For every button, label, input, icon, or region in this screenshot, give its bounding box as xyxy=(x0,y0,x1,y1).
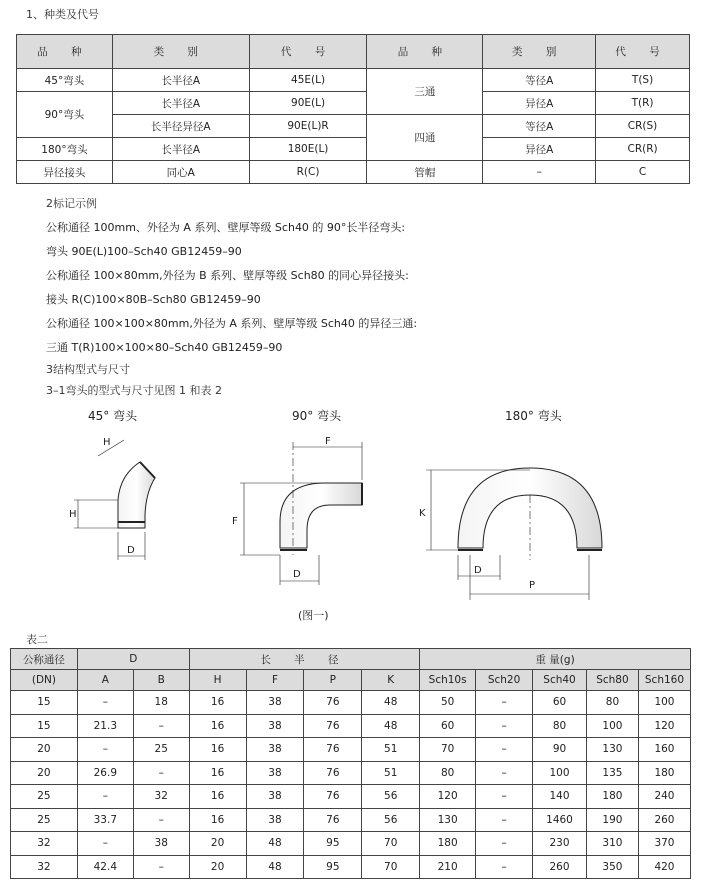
table-cell: 76 xyxy=(304,714,362,738)
table-cell: 48 xyxy=(362,714,420,738)
table-cell: 45E(L) xyxy=(249,69,367,92)
table-cell: 等径A xyxy=(483,69,596,92)
table-cell: 26.9 xyxy=(77,761,133,785)
table-cell: 76 xyxy=(304,808,362,832)
table-cell: 260 xyxy=(533,855,587,879)
section3-title: 3结构型式与尺寸 xyxy=(46,363,130,376)
table-cell: – xyxy=(476,855,533,879)
table-cell: 230 xyxy=(533,832,587,856)
elbow-90-label: 90° 弯头 xyxy=(292,409,342,423)
dim-d-45: D xyxy=(127,545,135,556)
example-line: 接头 R(C)100×80B–Sch80 GB12459–90 xyxy=(46,293,261,306)
table-cell: C xyxy=(596,161,690,184)
example-line: 公称通径 100×100×80mm,外径为 A 系列、壁厚等级 Sch40 的异径三通: xyxy=(46,317,418,330)
table-cell: 90E(L) xyxy=(249,92,367,115)
table-cell: 76 xyxy=(304,761,362,785)
dim-d-180: D xyxy=(474,565,482,576)
table-cell: – xyxy=(476,785,533,809)
section2-title: 2标记示例 xyxy=(46,197,97,210)
table2-title: 表二 xyxy=(26,633,48,646)
table-cell: 异径接头 xyxy=(17,161,113,184)
table-cell: 45°弯头 xyxy=(17,69,113,92)
table-cell: 70 xyxy=(362,832,420,856)
table-cell: 四通 xyxy=(367,115,483,161)
elbow-90-drawing xyxy=(240,442,362,585)
example-line: 公称通径 100×80mm,外径为 B 系列、壁厚等级 Sch80 的同心异径接头: xyxy=(46,269,409,282)
table-cell: – xyxy=(133,855,189,879)
table-cell: 160 xyxy=(638,738,690,762)
header-cell: F xyxy=(246,670,304,691)
section3-subtitle: 3–1弯头的型式与尺寸见图 1 和表 2 xyxy=(46,384,222,397)
table-cell: – xyxy=(476,832,533,856)
table-cell: 70 xyxy=(362,855,420,879)
table-cell: 310 xyxy=(586,832,638,856)
table-cell: 15 xyxy=(11,691,78,715)
table-cell: CR(R) xyxy=(596,138,690,161)
table-cell: 51 xyxy=(362,738,420,762)
table-cell: 38 xyxy=(246,785,304,809)
table-cell: 20 xyxy=(11,761,78,785)
table-cell: 140 xyxy=(533,785,587,809)
table-cell: 76 xyxy=(304,691,362,715)
table-cell: 130 xyxy=(420,808,476,832)
table-cell: 90E(L)R xyxy=(249,115,367,138)
table-cell: 15 xyxy=(11,714,78,738)
section1-title: 1、种类及代号 xyxy=(26,8,99,21)
table-cell: 1460 xyxy=(533,808,587,832)
table-cell: 16 xyxy=(189,714,246,738)
table-cell: 16 xyxy=(189,761,246,785)
table-cell: – xyxy=(476,714,533,738)
table-row xyxy=(11,691,691,715)
table-cell: 100 xyxy=(638,691,690,715)
elbow-45-label: 45° 弯头 xyxy=(88,409,138,423)
table-cell: 260 xyxy=(638,808,690,832)
table-cell: 80 xyxy=(586,691,638,715)
table-cell: – xyxy=(77,832,133,856)
table-cell: 三通 xyxy=(367,69,483,115)
example-line: 公称通径 100mm、外径为 A 系列、壁厚等级 Sch40 的 90°长半径弯头: xyxy=(46,221,406,234)
table-cell: 长半径异径A xyxy=(112,115,249,138)
table-row xyxy=(11,832,691,856)
dim-k-180: K xyxy=(419,508,426,519)
table-cell: 32 xyxy=(11,855,78,879)
table-cell: 管帽 xyxy=(367,161,483,184)
table-cell: 16 xyxy=(189,808,246,832)
header-cell: D xyxy=(77,649,189,670)
example-line: 弯头 90E(L)100–Sch40 GB12459–90 xyxy=(46,245,242,258)
header-cell: A xyxy=(77,670,133,691)
table-cell: R(C) xyxy=(249,161,367,184)
table-cell: 56 xyxy=(362,785,420,809)
elbow-180-label: 180° 弯头 xyxy=(505,409,562,423)
table-cell: – xyxy=(476,808,533,832)
header-cell: 品 种 xyxy=(367,35,483,69)
header-cell: 长 半 径 xyxy=(189,649,420,670)
table-cell: T(S) xyxy=(596,69,690,92)
table-cell: CR(S) xyxy=(596,115,690,138)
table-cell: – xyxy=(133,761,189,785)
table-cell: 同心A xyxy=(112,161,249,184)
table-cell: – xyxy=(133,714,189,738)
table-cell: 80 xyxy=(533,714,587,738)
header-cell: Sch80 xyxy=(586,670,638,691)
header-cell: Sch10s xyxy=(420,670,476,691)
table-cell: – xyxy=(77,785,133,809)
table-cell: 48 xyxy=(246,855,304,879)
table-cell: 180 xyxy=(638,761,690,785)
table-cell: 370 xyxy=(638,832,690,856)
table-cell: – xyxy=(476,761,533,785)
table-cell: 210 xyxy=(420,855,476,879)
table-row xyxy=(11,808,691,832)
table-cell: 25 xyxy=(11,808,78,832)
table-cell: 48 xyxy=(362,691,420,715)
header-cell: Sch40 xyxy=(533,670,587,691)
table-cell: 240 xyxy=(638,785,690,809)
table-cell: 20 xyxy=(189,855,246,879)
table-cell: 38 xyxy=(246,808,304,832)
header-cell: Sch160 xyxy=(638,670,690,691)
table-row xyxy=(11,738,691,762)
dim-d-90: D xyxy=(293,569,301,580)
table-cell: 180 xyxy=(586,785,638,809)
header-cell: Sch20 xyxy=(476,670,533,691)
types-codes-table xyxy=(16,34,690,184)
table-cell: 38 xyxy=(133,832,189,856)
table-cell: 180E(L) xyxy=(249,138,367,161)
table-cell: 16 xyxy=(189,691,246,715)
table-cell: 38 xyxy=(246,714,304,738)
table-row xyxy=(11,714,691,738)
dim-h-45a: H xyxy=(103,437,111,448)
table-cell: 180°弯头 xyxy=(17,138,113,161)
table-cell: 60 xyxy=(533,691,587,715)
elbow-180-drawing xyxy=(426,468,602,600)
header-cell: K xyxy=(362,670,420,691)
table-cell: 56 xyxy=(362,808,420,832)
table-cell: 38 xyxy=(246,761,304,785)
dim-f-90-side: F xyxy=(232,516,238,527)
table-cell: 长半径A xyxy=(112,138,249,161)
elbow-45-drawing xyxy=(74,440,155,560)
header-cell: 类 别 xyxy=(112,35,249,69)
table-cell: 32 xyxy=(11,832,78,856)
table-cell: 32 xyxy=(133,785,189,809)
table-cell: 50 xyxy=(420,691,476,715)
table-cell: 120 xyxy=(638,714,690,738)
example-line: 三通 T(R)100×100×80–Sch40 GB12459–90 xyxy=(46,341,283,354)
table-cell: 48 xyxy=(246,832,304,856)
header-cell: 公称通径 xyxy=(11,649,78,670)
table-cell: – xyxy=(133,808,189,832)
table-cell: 95 xyxy=(304,832,362,856)
figure-caption: (图一) xyxy=(298,609,329,622)
table-cell: 21.3 xyxy=(77,714,133,738)
header-cell: 代 号 xyxy=(249,35,367,69)
table-cell: 95 xyxy=(304,855,362,879)
table-cell: 60 xyxy=(420,714,476,738)
table-cell: – xyxy=(77,691,133,715)
table-cell: 16 xyxy=(189,738,246,762)
header-cell: 代 号 xyxy=(596,35,690,69)
table-cell: 80 xyxy=(420,761,476,785)
header-cell: 类 别 xyxy=(483,35,596,69)
dimensions-table xyxy=(10,648,691,879)
table-cell: 130 xyxy=(586,738,638,762)
dim-h-45b: H xyxy=(69,509,77,520)
table-cell: 20 xyxy=(11,738,78,762)
table-cell: 180 xyxy=(420,832,476,856)
table-cell: 76 xyxy=(304,738,362,762)
table-cell: T(R) xyxy=(596,92,690,115)
table-cell: – xyxy=(476,738,533,762)
table-cell: – xyxy=(77,738,133,762)
table-cell: 25 xyxy=(11,785,78,809)
table-cell: 42.4 xyxy=(77,855,133,879)
table-cell: 异径A xyxy=(483,138,596,161)
table-cell: 异径A xyxy=(483,92,596,115)
table-cell: – xyxy=(483,161,596,184)
table-row xyxy=(11,761,691,785)
header-cell: B xyxy=(133,670,189,691)
table-cell: 350 xyxy=(586,855,638,879)
header-cell: (DN) xyxy=(11,670,78,691)
header-cell: H xyxy=(189,670,246,691)
table-cell: 等径A xyxy=(483,115,596,138)
header-cell: 重 量(g) xyxy=(420,649,691,670)
table-cell: 33.7 xyxy=(77,808,133,832)
table-cell: 51 xyxy=(362,761,420,785)
table-cell: 25 xyxy=(133,738,189,762)
table-cell: 38 xyxy=(246,738,304,762)
table-cell: – xyxy=(476,691,533,715)
table-cell: 120 xyxy=(420,785,476,809)
table-cell: 190 xyxy=(586,808,638,832)
table-row xyxy=(11,785,691,809)
table-cell: 长半径A xyxy=(112,92,249,115)
dim-p-180: P xyxy=(529,580,536,591)
table-cell: 长半径A xyxy=(112,69,249,92)
table-cell: 16 xyxy=(189,785,246,809)
table-cell: 18 xyxy=(133,691,189,715)
table-cell: 420 xyxy=(638,855,690,879)
table-cell: 100 xyxy=(586,714,638,738)
table-cell: 90 xyxy=(533,738,587,762)
table-cell: 76 xyxy=(304,785,362,809)
table-cell: 100 xyxy=(533,761,587,785)
dim-f-90-top: F xyxy=(325,436,331,447)
header-cell: P xyxy=(304,670,362,691)
table-cell: 38 xyxy=(246,691,304,715)
table-cell: 20 xyxy=(189,832,246,856)
table-cell: 90°弯头 xyxy=(17,92,113,138)
table-cell: 70 xyxy=(420,738,476,762)
table-cell: 135 xyxy=(586,761,638,785)
table-row xyxy=(11,855,691,879)
header-cell: 品 种 xyxy=(17,35,113,69)
